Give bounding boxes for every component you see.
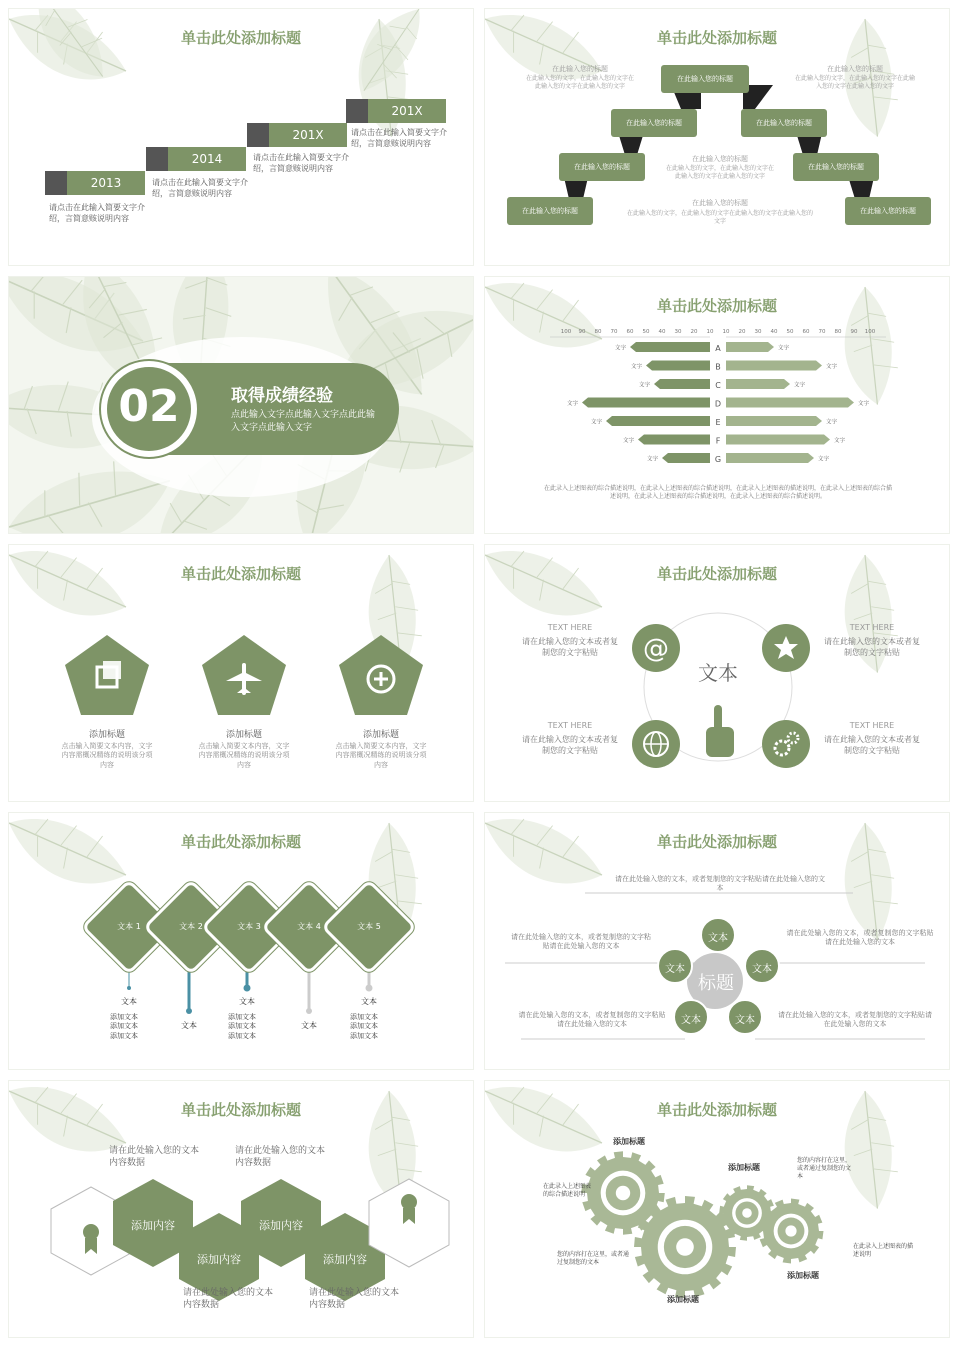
tick-label: 10: [722, 329, 730, 335]
petal-label[interactable]: 文本: [735, 1015, 755, 1026]
slide-circle-icons[interactable]: [484, 544, 950, 802]
slide-title[interactable]: 单击此处添加标题: [180, 565, 301, 583]
note-text: 请在此处输入您的文本，或者复制您的文字粘贴请在此处输入您的文本: [615, 875, 825, 893]
pin-label: 文本: [239, 997, 255, 1006]
bar-label: 文字: [834, 438, 846, 444]
item-title[interactable]: 添加标题: [88, 730, 125, 740]
gear-icon: [759, 1199, 824, 1264]
pin-label: 文本: [121, 997, 137, 1006]
right-bar: [726, 361, 822, 371]
text-body: 请在此输入您的文本或者复制您的文字粘贴: [522, 637, 618, 657]
diamond-label[interactable]: 文本 1: [117, 922, 141, 931]
item-text: 点击输入简要文本内容，文字内容需概况精练的说明该分项内容: [335, 742, 427, 769]
step-year[interactable]: 201X: [269, 123, 347, 147]
item-text: 点击输入简要文本内容，文字内容需概况精练的说明该分项内容: [61, 742, 153, 769]
right-bar: [726, 453, 814, 463]
slide-title[interactable]: 单击此处添加标题: [656, 1101, 777, 1119]
category-label: F: [715, 436, 721, 446]
slide-title[interactable]: 单击此处添加标题: [656, 297, 777, 315]
bar-label: 文字: [614, 345, 626, 352]
hex-label[interactable]: 添加内容: [259, 1219, 303, 1232]
note-title: 在此输入您的标题: [692, 199, 748, 207]
category-label: G: [714, 455, 722, 464]
tick-label: 50: [642, 329, 650, 335]
bar-label: 文字: [638, 382, 650, 389]
pin-label: 文本: [301, 1021, 317, 1030]
petal-label[interactable]: 文本: [708, 933, 728, 944]
stair-box[interactable]: 在此输入您的标题: [661, 65, 749, 93]
chart-description: 在此录入上述图表的综合描述说明，在此录入上述图表的综合描述说明，在此录入上述图表的描述说明，在此录入上述图表的综合描述说明，在此录入上述图表的综合描述说明，在此录入上述图表的综合描述说明。: [543, 485, 892, 501]
text-body: 请在此输入您的文本或者复制您的文字粘贴: [522, 735, 618, 755]
left-bar: [662, 453, 710, 463]
left-bar: [606, 416, 710, 426]
gear-title: 添加标题: [667, 1295, 699, 1304]
tick-label: 90: [850, 329, 858, 335]
right-bar: [726, 435, 830, 445]
step-year[interactable]: 2013: [67, 171, 145, 195]
petal-label[interactable]: 文本: [665, 964, 685, 975]
bar-label: 文字: [646, 456, 658, 463]
diamond-label[interactable]: 文本 4: [297, 922, 321, 931]
tick-label: 90: [578, 329, 586, 335]
tick-label: 30: [674, 329, 682, 335]
right-bar: [726, 342, 774, 352]
center-text[interactable]: 文本: [698, 661, 738, 685]
bar-label: 文字: [778, 345, 790, 352]
slide-title[interactable]: 单击此处添加标题: [180, 1101, 301, 1119]
slide-title[interactable]: 单击此处添加标题: [180, 29, 301, 47]
stair-box[interactable]: 在此输入您的标题: [741, 109, 827, 137]
bar-label: 文字: [818, 456, 830, 463]
slide-title[interactable]: 单击此处添加标题: [656, 29, 777, 47]
note-title: 在此输入您的标题: [692, 155, 748, 163]
text-head: TEXT HERE: [849, 721, 895, 730]
bar-label: 文字: [794, 382, 806, 389]
tick-label: 80: [834, 329, 842, 335]
stair-box[interactable]: 在此输入您的标题: [793, 153, 879, 181]
pin-label: 文本: [361, 997, 377, 1006]
gear-title: 添加标题: [787, 1271, 819, 1280]
bar-label: 文字: [858, 401, 870, 407]
tick-label: 10: [706, 329, 714, 335]
slide-title[interactable]: 单击此处添加标题: [656, 833, 777, 851]
item-text: 点击输入简要文本内容，文字内容需概况精练的说明该分项内容: [198, 742, 290, 769]
section-subtitle[interactable]: 点此输入文字点此输入文字点此此输入文字点此输入文字: [231, 410, 376, 433]
category-label: D: [714, 399, 722, 409]
slide-pentagons[interactable]: [8, 544, 474, 802]
gear-group: [485, 1081, 950, 1338]
hex-label[interactable]: 添加内容: [323, 1253, 367, 1266]
note-text: 在此输入您的文字，在此输入您的文字在此输入您的文字在此输入您的文字: [525, 75, 634, 91]
diamond-label[interactable]: 文本 5: [357, 922, 381, 931]
stair-box[interactable]: 在此输入您的标题: [559, 153, 645, 181]
gear-note: 您的内容打在这里，或者通过复制您的文本: [557, 1251, 630, 1267]
tick-label: 40: [770, 329, 778, 335]
bar-label: 文字: [826, 419, 838, 426]
text-head: TEXT HERE: [849, 623, 895, 632]
category-label: C: [715, 381, 721, 390]
hex-note: 请在此处输入您的文本内容数据: [109, 1146, 200, 1169]
gears-icon: [762, 720, 810, 768]
hex-note: 请在此处输入您的文本内容数据: [309, 1288, 400, 1311]
left-bar: [582, 398, 710, 408]
section-heading[interactable]: 取得成绩经验: [231, 386, 333, 406]
step-text: 请点击在此输入简要文字介绍，言简意赅说明内容: [49, 203, 145, 223]
note-text: 请在此处输入您的文本，或者复制您的文字粘贴请在此处输入您的文本: [778, 1011, 932, 1029]
gear-note: 在此录入上述图表的描述说明: [853, 1243, 914, 1259]
left-bar: [630, 342, 710, 352]
tick-label: 40: [658, 329, 666, 335]
hex-label[interactable]: 添加内容: [131, 1219, 175, 1232]
at-icon: [632, 624, 680, 672]
left-bar: [638, 435, 710, 445]
left-bar: [646, 361, 710, 371]
globe-icon: [632, 720, 680, 768]
gear-note: 您的内容打在这里，或者通过复制您的文本: [797, 1157, 852, 1181]
tick-label: 20: [738, 329, 746, 335]
petal-label[interactable]: 文本: [752, 964, 772, 975]
note-text: 在此输入您的文字，在此输入您的文字在此输入您的文字在此输入您的文字: [665, 165, 774, 181]
note-text: 在此输入您的文字，在此输入您的文字在此输入您的文字在此输入您的文字: [626, 210, 813, 226]
tick-label: 70: [610, 329, 618, 335]
pointing-hand-icon: [706, 705, 734, 757]
gear-title: 添加标题: [613, 1137, 645, 1146]
tick-label: 30: [754, 329, 762, 335]
pin-sub: 添加文本 添加文本 添加文本: [350, 1013, 378, 1040]
slide-section[interactable]: [8, 276, 474, 534]
bar-label: 文字: [566, 401, 578, 407]
note-text: 请在此处输入您的文本，或者复制您的文字粘贴请在此处输入您的文本: [511, 933, 651, 951]
petal-label[interactable]: 文本: [681, 1015, 701, 1026]
step-year[interactable]: 201X: [368, 99, 446, 123]
bar-label: 文字: [622, 438, 634, 444]
left-bar: [654, 379, 710, 389]
slide-diamonds[interactable]: [8, 812, 474, 1070]
step-marker: [45, 171, 67, 195]
tick-label: 60: [802, 329, 810, 335]
diamond-label[interactable]: 文本 3: [237, 922, 261, 931]
slide-staircase[interactable]: [484, 8, 950, 266]
pin-sub: 添加文本 添加文本 添加文本: [110, 1013, 138, 1040]
step-text: 请点击在此输入简要文字介绍，言简意赅说明内容: [351, 128, 447, 148]
slide-bar-chart[interactable]: [484, 276, 950, 534]
step-marker: [247, 123, 269, 147]
gear-title: 添加标题: [728, 1163, 760, 1172]
note-text: 请在此处输入您的文本，或者复制您的文字粘贴请在此处输入您的文本: [518, 1011, 666, 1029]
text-head: TEXT HERE: [547, 721, 593, 730]
step-text: 请点击在此输入简要文字介绍，言简意赅说明内容: [152, 178, 248, 198]
slide-hexagons[interactable]: [8, 1080, 474, 1338]
pin-sub: 添加文本 添加文本 添加文本: [228, 1013, 256, 1040]
tick-label: 70: [818, 329, 826, 335]
tick-label: 50: [786, 329, 794, 335]
hex-note: 请在此处输入您的文本内容数据: [183, 1288, 274, 1311]
note-text: 请在此处输入您的文本，或者复制您的文字粘贴请在此处输入您的文本: [786, 929, 934, 947]
stair-box[interactable]: 在此输入您的标题: [845, 197, 931, 225]
bar-label: 文字: [590, 419, 602, 426]
stair-box[interactable]: 在此输入您的标题: [611, 109, 697, 137]
category-label: A: [715, 344, 721, 353]
slide-gears[interactable]: [484, 1080, 950, 1338]
text-head: TEXT HERE: [547, 623, 593, 632]
slide-timeline[interactable]: [8, 8, 474, 266]
note-title: 在此输入您的标题: [552, 65, 608, 73]
tick-label: 80: [594, 329, 602, 335]
item-title[interactable]: 添加标题: [225, 730, 262, 740]
pin-label: 文本: [181, 1021, 197, 1030]
step-year[interactable]: 2014: [168, 147, 246, 171]
right-bar: [726, 398, 854, 408]
step-marker: [146, 147, 168, 171]
text-body: 请在此输入您的文本或者复制您的文字粘贴: [824, 637, 920, 657]
category-label: E: [715, 418, 721, 427]
star-icon: [762, 624, 810, 672]
tick-label: 100: [560, 329, 572, 335]
stair-box[interactable]: 在此输入您的标题: [507, 197, 593, 225]
note-text: 在此输入您的文字，在此输入您的文字在此输入您的文字在此输入您的文字: [795, 75, 916, 91]
hex-label[interactable]: 添加内容: [197, 1253, 241, 1266]
tick-label: 60: [626, 329, 634, 335]
step-marker: [346, 99, 368, 123]
tick-label: 100: [864, 329, 876, 335]
right-bar: [726, 379, 790, 389]
gear-note: 在此录入上述图表的综合描述说明: [543, 1183, 592, 1199]
center-title[interactable]: 标题: [698, 973, 734, 994]
diamond-label[interactable]: 文本 2: [179, 922, 203, 931]
slide-title[interactable]: 单击此处添加标题: [180, 833, 301, 851]
bar-label: 文字: [630, 364, 642, 370]
note-title: 在此输入您的标题: [827, 65, 883, 73]
text-body: 请在此输入您的文本或者复制您的文字粘贴: [824, 735, 920, 755]
svg-text:@: @: [643, 634, 669, 664]
bar-label: 文字: [826, 364, 838, 370]
category-label: B: [715, 362, 721, 372]
hex-note: 请在此处输入您的文本内容数据: [235, 1146, 326, 1169]
section-number: 02: [118, 381, 180, 432]
slide-flower[interactable]: [484, 812, 950, 1070]
step-text: 请点击在此输入简要文字介绍，言简意赅说明内容: [253, 153, 349, 173]
slide-title[interactable]: 单击此处添加标题: [656, 565, 777, 583]
tick-label: 20: [690, 329, 698, 335]
right-bar: [726, 416, 822, 426]
item-title[interactable]: 添加标题: [362, 730, 399, 740]
